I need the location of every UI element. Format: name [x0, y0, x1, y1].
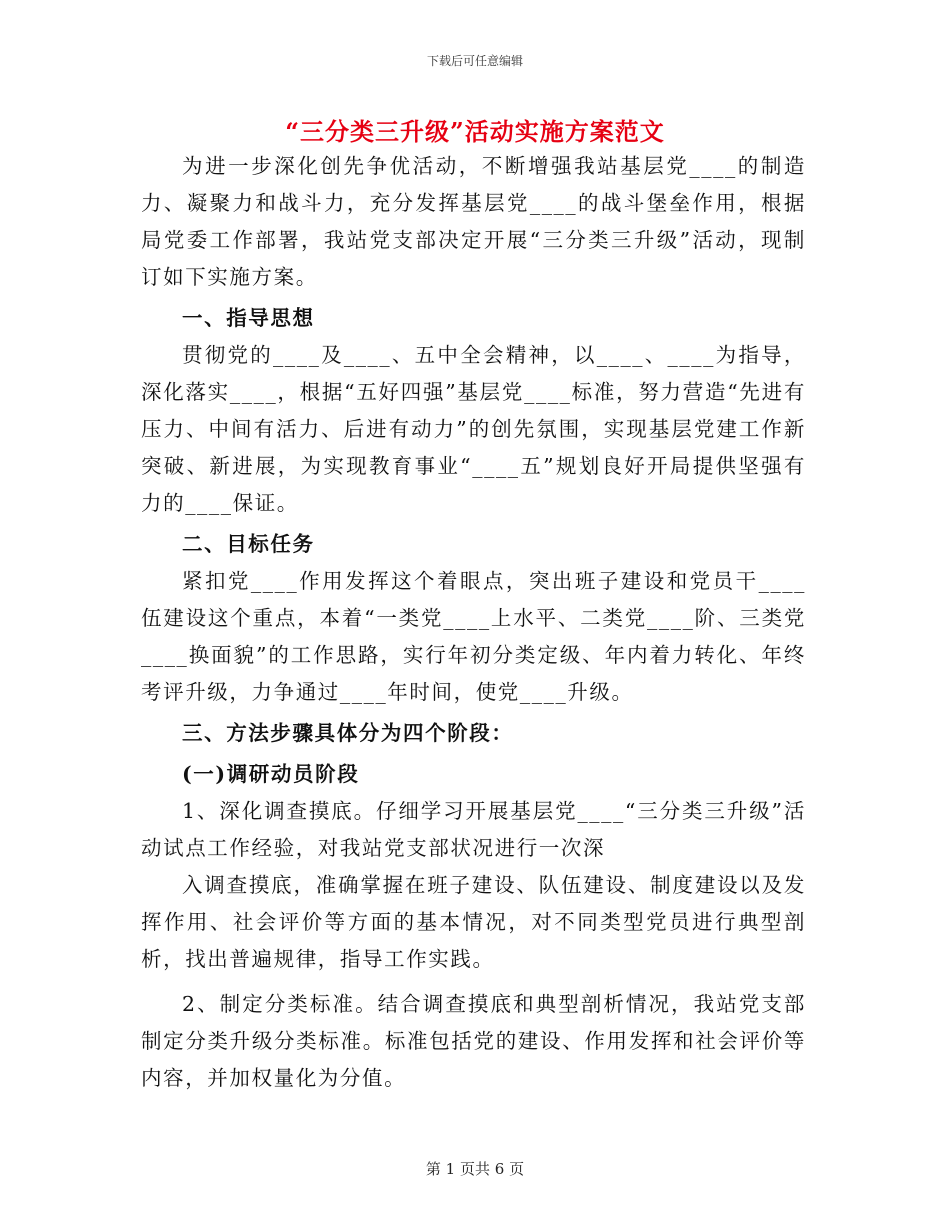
- page-footer: 第 1 页共 6 页: [425, 1160, 525, 1178]
- research-paragraph-1: 1、深化调查摸底。仔细学习开展基层党____“三分类三升级”活动试点工作经验，对我站党支部状况进行一次深: [141, 799, 806, 860]
- section-heading-guiding-thought: 一、指导思想: [182, 306, 315, 330]
- subsection-heading-research: (一)调研动员阶段: [182, 762, 360, 786]
- section-heading-goals: 二、目标任务: [182, 532, 315, 556]
- page-header: 下载后可任意编辑: [426, 54, 523, 68]
- goals-paragraph: 紧扣党____作用发挥这个着眼点，突出班子建设和党员干____伍建设这个重点，本着“一类党____上水平、二类党____阶、三类党____换面貌”的工作思路，实行年初分类定级、年内着力转化、年终考评升级，力争通过____年时间，使党____升级。: [141, 569, 806, 704]
- guiding-thought-paragraph: 贯彻党的____及____、五中全会精神，以____、____为指导，深化落实____，根据“五好四强”基层党____标准，努力营造“先进有压力、中间有活力、后进有动力”的创先氛围，实现基层党建工作新突破、新进展，为实现教育事业“____五”规划良好开局提供坚强有力的____保证。: [141, 343, 806, 515]
- research-paragraph-1-continued: 入调查摸底，准确掌握在班子建设、队伍建设、制度建设以及发挥作用、社会评价等方面的基本情况，对不同类型党员进行典型剖析，找出普遍规律，指导工作实践。: [141, 873, 806, 971]
- section-heading-methods: 三、方法步骤具体分为四个阶段：: [182, 721, 514, 745]
- document-title: “三分类三升级”活动实施方案范文: [285, 117, 665, 146]
- research-paragraph-2: 2、制定分类标准。结合调查摸底和典型剖析情况，我站党支部制定分类升级分类标准。标准包括党的建设、作用发挥和社会评价等内容，并加权量化为分值。: [141, 992, 806, 1090]
- intro-paragraph: 为进一步深化创先争优活动，不断增强我站基层党____的制造力、凝聚力和战斗力，充分发挥基层党____的战斗堡垒作用，根据局党委工作部署，我站党支部决定开展“三分类三升级”活动，现制订如下实施方案。: [141, 154, 806, 289]
- document-body: [141, 148, 806, 1097]
